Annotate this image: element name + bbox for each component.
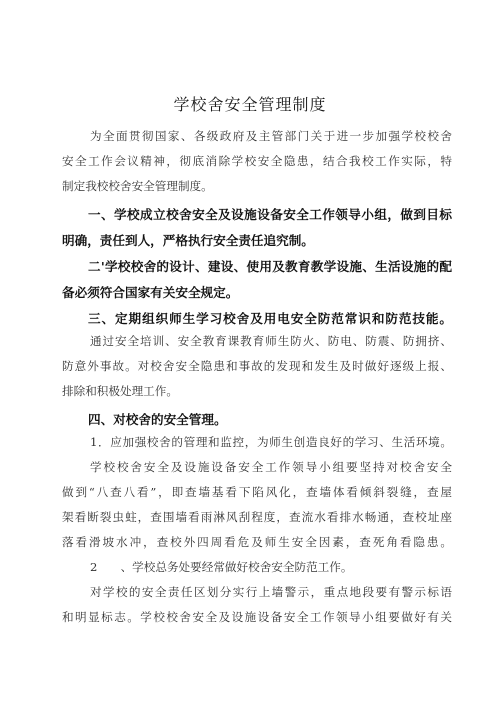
section-heading-line: 二'学校校舍的设计、建设、使用及教育教学设施、生活设施的配: [88, 259, 452, 274]
paragraph-line: 1．应加强校舍的管理和监控，为师生创造良好的学习、生活环境。: [90, 435, 452, 449]
paragraph-line: 为全面贯彻国家、各级政府及主管部门关于进一步加强学校校舍: [90, 129, 452, 143]
paragraph-line: 学校校舍安全及设施设备安全工作领导小组要坚持对校舍安全: [90, 460, 452, 474]
section-heading-line: 一、学校成立校舍安全及设施设备安全工作领导小组，做到目标: [88, 207, 452, 222]
paragraph-line: 安全工作会议精神，彻底消除学校安全隐患，结合我校工作实际，特: [62, 154, 452, 168]
paragraph-line: 架看断裂虫蛀，查围墙看雨淋风刮程度，查流水看排水畅通，查校址座: [62, 510, 452, 524]
section-heading-line: 四、对校舍的安全管理。: [88, 412, 227, 427]
section-heading-line: 备必须符合国家有关安全规定。: [62, 285, 239, 300]
paragraph-line: 通过安全培训、安全教育课教育师生防火、防电、防震、防拥挤、: [90, 334, 452, 348]
paragraph-line: 对学校的安全责任区划分实行上墙警示，重点地段要有警示标语: [90, 585, 452, 599]
paragraph-line: 做到“八查八看”，即查墙基看下陷风化，查墙体看倾斜裂缝，查屋: [62, 485, 452, 499]
paragraph-line: 排除和积极处理工作。: [62, 384, 178, 398]
section-heading-line: 三、定期组织师生学习校舍及用电安全防范常识和防范技能。: [88, 311, 452, 326]
paragraph-line: 落看滑坡水冲，查校外四周看危及师生安全因素，查死角看隐患。: [62, 535, 452, 549]
paragraph-line: 2 、学校总务处要经常做好校舍安全防范工作。: [90, 560, 353, 574]
section-heading-line: 明确，责任到人，严格执行安全责任追究制。: [62, 233, 314, 248]
paragraph-line: 和明显标志。学校校舍安全及设施设备安全工作领导小组要做好有关: [62, 610, 452, 624]
paragraph-line: 防意外事故。对校舍安全隐患和事故的发现和发生及时做好逐级上报、: [62, 359, 452, 373]
paragraph-line: 制定我校校舍安全管理制度。: [62, 179, 213, 193]
page-title: 学校舍安全管理制度: [173, 95, 327, 114]
